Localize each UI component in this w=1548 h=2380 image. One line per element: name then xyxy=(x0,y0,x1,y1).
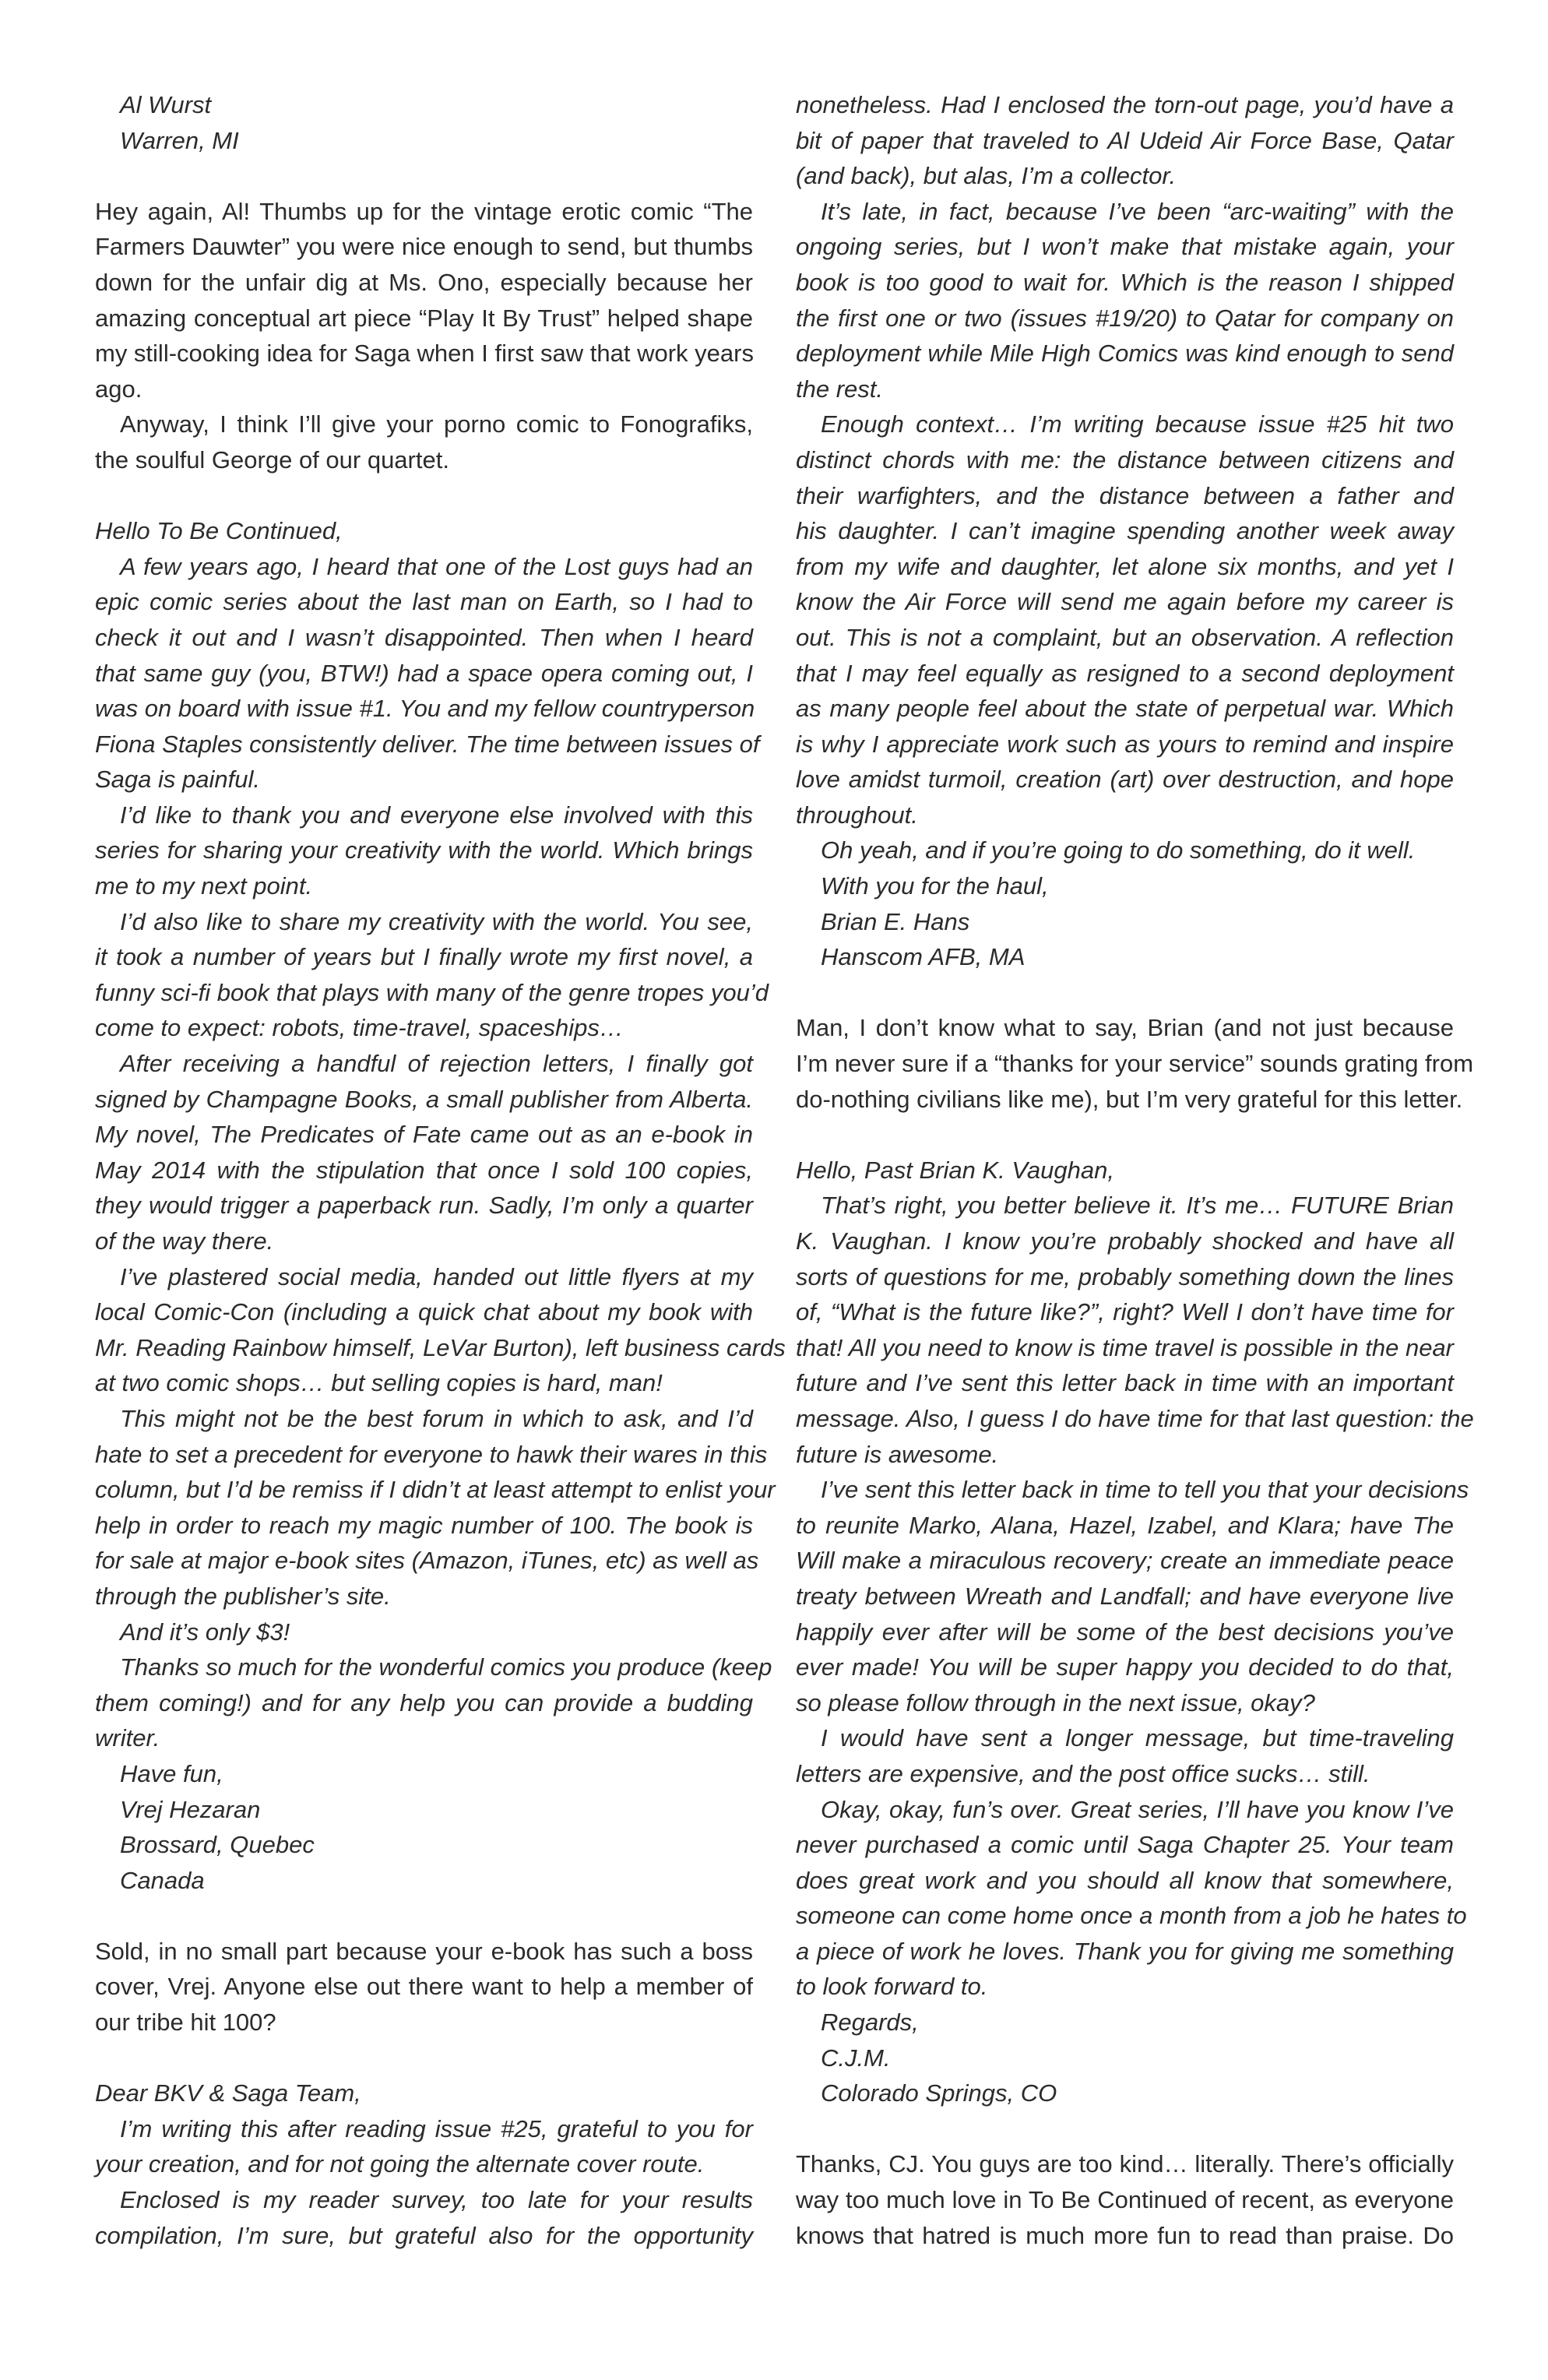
text-line: my still-cooking idea for Saga when I first saw that work years xyxy=(95,340,754,368)
text-line: come to expect: robots, time-travel, spaceships… xyxy=(95,1014,624,1042)
text-line: ongoing series, but I won’t make that mistake again, your xyxy=(796,233,1454,261)
text-line: do-nothing civilians like me), but I’m very grateful for this letter. xyxy=(796,1085,1463,1113)
text-line: After receiving a handful of rejection letters, I finally got xyxy=(120,1050,753,1078)
text-line: his daughter. I can’t imagine spending another week away xyxy=(796,517,1454,545)
text-line: Okay, okay, fun’s over. Great series, I’ll have you know I’ve xyxy=(821,1795,1454,1823)
text-line: throughout. xyxy=(796,801,918,829)
text-line: check it out and I wasn’t disappointed. Then when I heard xyxy=(95,623,753,651)
text-line: through the publisher’s site. xyxy=(95,1582,391,1610)
text-line: writer. xyxy=(95,1724,160,1752)
text-line: I would have sent a longer message, but time-traveling xyxy=(821,1724,1454,1752)
text-line: down for the unfair dig at Ms. Ono, especially because her xyxy=(95,268,753,296)
text-line: their warfighters, and the distance between a father and xyxy=(796,481,1454,509)
text-line: I’m never sure if a “thanks for your service” sounds grating from xyxy=(796,1050,1474,1078)
text-line: know the Air Force will send me again before my career is xyxy=(796,588,1454,616)
text-line: message. Also, I guess I do have time for that last question: the xyxy=(796,1404,1474,1432)
text-line: knows that hatred is much more fun to read than praise. Do xyxy=(796,2221,1454,2249)
text-line: Hey again, Al! Thumbs up for the vintage erotic comic “The xyxy=(95,197,753,225)
text-line: K. Vaughan. I know you’re probably shocked and have all xyxy=(796,1227,1454,1255)
text-line: Hello To Be Continued, xyxy=(95,517,343,545)
text-line: Thanks so much for the wonderful comics you produce (keep xyxy=(120,1653,772,1681)
text-line: funny sci-fi book that plays with many of the genre tropes you’d xyxy=(95,978,769,1006)
text-line: Saga is painful. xyxy=(95,766,260,794)
text-line: Anyway, I think I’ll give your porno comic to Fonografiks, xyxy=(120,410,753,438)
text-line: Canada xyxy=(120,1866,205,1894)
text-line: Man, I don’t know what to say, Brian (and not just because xyxy=(796,1014,1454,1042)
text-line: them coming!) and for any help you can provide a budding xyxy=(95,1688,753,1716)
text-line: that! All you need to know is time travel is possible in the near xyxy=(796,1333,1454,1361)
text-line: I’d also like to share my creativity with the world. You see, xyxy=(120,907,753,935)
text-line: Will make a miraculous recovery; create an immediate peace xyxy=(796,1547,1454,1575)
text-line: Dear BKV & Saga Team, xyxy=(95,2079,361,2107)
text-line: With you for the haul, xyxy=(821,872,1049,900)
text-line: the soulful George of our quartet. xyxy=(95,445,449,474)
text-line: (and back), but alas, I’m a collector. xyxy=(796,162,1177,190)
text-line: series for sharing your creativity with the world. Which brings xyxy=(95,836,753,864)
text-line: out. This is not a complaint, but an observation. A reflection xyxy=(796,623,1454,651)
text-line: a piece of work he loves. Thank you for giving me something xyxy=(796,1937,1454,1965)
text-line: A few years ago, I heard that one of the Lost guys had an xyxy=(120,552,753,580)
text-line: happily ever after will be some of the best decisions you’ve xyxy=(796,1618,1454,1646)
text-line: Regards, xyxy=(821,2009,919,2037)
text-line: as many people feel about the state of perpetual war. Which xyxy=(796,695,1454,723)
text-line: May 2014 with the stipulation that once I sold 100 copies, xyxy=(95,1156,753,1184)
text-line: Farmers Dauwter” you were nice enough to send, but thumbs xyxy=(95,233,753,261)
text-line: was on board with issue #1. You and my fellow countryperson xyxy=(95,695,755,723)
text-line: your creation, and for not going the alternate cover route. xyxy=(95,2150,705,2178)
text-line: It’s late, in fact, because I’ve been “arc-waiting” with the xyxy=(821,197,1454,225)
text-line: at two comic shops… but selling copies is hard, man! xyxy=(95,1369,663,1397)
text-line: future is awesome. xyxy=(796,1440,999,1468)
paragraph-gap xyxy=(796,2111,1454,2147)
paragraph-gap xyxy=(796,1117,1454,1153)
text-line: treaty between Wreath and Landfall; and have everyone live xyxy=(796,1582,1454,1610)
text-line: of the way there. xyxy=(95,1227,274,1255)
text-line: Brossard, Quebec xyxy=(120,1831,315,1859)
text-line: from my wife and daughter, let alone six months, and yet I xyxy=(796,552,1454,580)
paragraph-gap xyxy=(95,478,753,514)
text-line: I’d like to thank you and everyone else involved with this xyxy=(120,801,753,829)
text-line: future and I’ve sent this letter back in time with an important xyxy=(796,1369,1454,1397)
text-line: it took a number of years but I finally wrote my first novel, a xyxy=(95,943,753,971)
text-line: me to my next point. xyxy=(95,872,313,900)
text-line: I’m writing this after reading issue #25, grateful to you for xyxy=(120,2114,753,2142)
text-line: distinct chords with me: the distance between citizens and xyxy=(796,445,1454,474)
text-line: does great work and you should all know that somewhere, xyxy=(796,1866,1454,1894)
text-line: letters are expensive, and the post office sucks… still. xyxy=(796,1759,1370,1787)
text-line: And it’s only $3! xyxy=(120,1618,290,1646)
text-line: our tribe hit 100? xyxy=(95,2009,276,2037)
text-line: way too much love in To Be Continued of recent, as everyone xyxy=(796,2186,1454,2214)
paragraph-gap xyxy=(95,1898,753,1934)
text-line: the rest. xyxy=(796,375,883,403)
text-line: to look forward to. xyxy=(796,1973,988,2001)
text-line: signed by Champagne Books, a small publisher from Alberta. xyxy=(95,1085,753,1113)
text-line: deployment while Mile High Comics was kind enough to send xyxy=(796,340,1454,368)
text-line: hate to set a precedent for everyone to hawk their wares in this xyxy=(95,1440,768,1468)
text-line: Hanscom AFB, MA xyxy=(821,943,1026,971)
text-line: Hello, Past Brian K. Vaughan, xyxy=(796,1156,1114,1184)
text-line: of, “What is the future like?”, right? Well I don’t have time for xyxy=(796,1298,1454,1326)
text-line: Sold, in no small part because your e-book has such a boss xyxy=(95,1937,753,1965)
text-line: Warren, MI xyxy=(120,126,239,154)
text-line: Brian E. Hans xyxy=(821,907,970,935)
text-line: Oh yeah, and if you’re going to do something, do it well. xyxy=(821,836,1416,864)
text-line: that same guy (you, BTW!) had a space opera coming out, I xyxy=(95,659,753,687)
text-line: I’ve sent this letter back in time to tell you that your decisions xyxy=(821,1476,1469,1504)
paragraph-gap xyxy=(95,2040,753,2076)
text-line: nonetheless. Had I enclosed the torn-out page, you’d have a xyxy=(796,91,1454,118)
right-column xyxy=(796,87,1474,2253)
text-line: Al Wurst xyxy=(120,91,212,118)
text-line: Vrej Hezaran xyxy=(120,1795,261,1823)
text-line: local Comic-Con (including a quick chat about my book with xyxy=(95,1298,753,1326)
left-column xyxy=(95,87,786,2253)
text-line: amazing conceptual art piece “Play It By Trust” helped shape xyxy=(95,304,753,332)
text-line: someone can come home once a month from a job he hates to xyxy=(796,1902,1467,1930)
text-line: book is too good to wait for. Which is the reason I shipped xyxy=(796,268,1454,296)
text-line: to reunite Marko, Alana, Hazel, Izabel, and Klara; have The xyxy=(796,1511,1454,1539)
text-line: the first one or two (issues #19/20) to Qatar for company on xyxy=(796,304,1454,332)
text-line: love amidst turmoil, creation (art) over destruction, and hope xyxy=(796,766,1454,794)
text-line: compilation, I’m sure, but grateful also for the opportunity xyxy=(95,2221,753,2249)
text-line: Mr. Reading Rainbow himself, LeVar Burton), left business cards xyxy=(95,1333,786,1361)
text-line: so please follow through in the next issue, okay? xyxy=(796,1688,1315,1716)
text-line: is why I appreciate work such as yours to remind and inspire xyxy=(796,730,1454,758)
text-line: My novel, The Predicates of Fate came out as an e-book in xyxy=(95,1121,753,1149)
paragraph-gap xyxy=(95,158,753,194)
text-line: Enclosed is my reader survey, too late for your results xyxy=(120,2186,753,2214)
text-line: cover, Vrej. Anyone else out there want to help a member of xyxy=(95,1973,753,2001)
text-line: Fiona Staples consistently deliver. The time between issues of xyxy=(95,730,760,758)
text-line: for sale at major e-book sites (Amazon, iTunes, etc) as well as xyxy=(95,1547,759,1575)
text-line: Colorado Springs, CO xyxy=(821,2079,1057,2107)
text-line: help in order to reach my magic number of 100. The book is xyxy=(95,1511,753,1539)
text-line: That’s right, you better believe it. It’s me… FUTURE Brian xyxy=(821,1192,1454,1220)
text-line: column, but I’d be remiss if I didn’t at least attempt to enlist your xyxy=(95,1476,776,1504)
text-line: I’ve plastered social media, handed out little flyers at my xyxy=(120,1262,753,1290)
text-line: epic comic series about the last man on Earth, so I had to xyxy=(95,588,753,616)
text-line: Enough context… I’m writing because issue #25 hit two xyxy=(821,410,1454,438)
text-line: sorts of questions for me, probably something down the lines xyxy=(796,1262,1454,1290)
text-line: Have fun, xyxy=(120,1759,223,1787)
text-line: ever made! You will be super happy you decided to do that, xyxy=(796,1653,1454,1681)
paragraph-gap xyxy=(796,975,1454,1011)
text-line: that I may feel equally as resigned to a second deployment xyxy=(796,659,1454,687)
text-line: never purchased a comic until Saga Chapter 25. Your team xyxy=(796,1831,1454,1859)
text-line: bit of paper that traveled to Al Udeid Air Force Base, Qatar xyxy=(796,126,1454,154)
text-line: they would trigger a paperback run. Sadly, I’m only a quarter xyxy=(95,1192,753,1220)
text-line: C.J.M. xyxy=(821,2044,891,2072)
text-line: This might not be the best forum in which to ask, and I’d xyxy=(120,1404,753,1432)
text-line: Thanks, CJ. You guys are too kind… literally. There’s officially xyxy=(796,2150,1454,2178)
text-line: ago. xyxy=(95,375,142,403)
